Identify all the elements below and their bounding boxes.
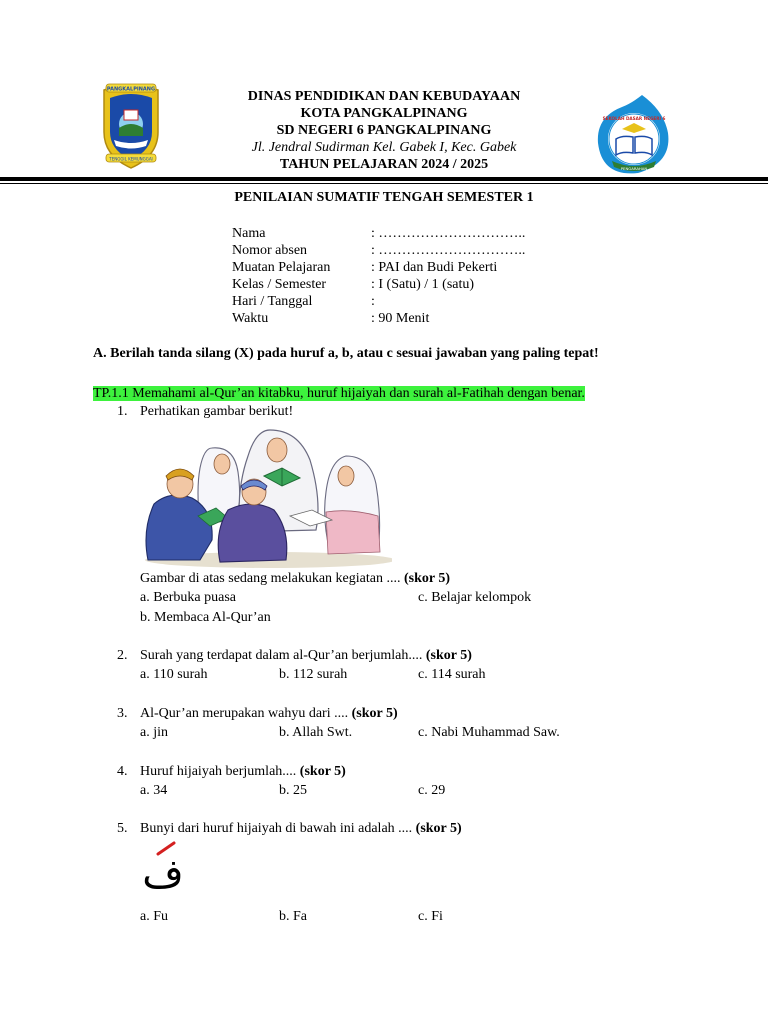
q1-option-c[interactable]: c. Belajar kelompok (418, 590, 532, 605)
q1-skor: (skor 5) (403, 571, 450, 586)
q3-number: 3. (117, 706, 128, 721)
header-rule-thick (0, 177, 768, 181)
info-label-kelas: Kelas / Semester (232, 277, 327, 292)
info-value-hari: : (371, 294, 375, 309)
q1-number: 1. (117, 404, 128, 419)
q1-option-b[interactable]: b. Membaca Al-Qur’an (140, 610, 271, 625)
q2-option-a[interactable]: a. 110 surah (140, 667, 208, 682)
info-label-nama: Nama (232, 226, 266, 241)
school-emblem-logo (592, 93, 678, 177)
q4-option-b[interactable]: b. 25 (279, 783, 307, 798)
q1-question-line (140, 571, 450, 587)
left-logo-top-text: PANGKALPINANG (106, 86, 156, 93)
header-agency: DINAS PENDIDIKAN DAN KEBUDAYAAN (247, 89, 521, 104)
info-value-muatan: : PAI dan Budi Pekerti (371, 260, 498, 275)
right-logo-banner-text: PENGARAHAN (620, 166, 648, 171)
q2-number: 2. (117, 648, 128, 663)
q5-question: Bunyi dari huruf hijaiyah di bawah ini adalah .... (140, 821, 416, 836)
pangkalpinang-emblem-logo (96, 80, 166, 172)
header-rule-thin (0, 183, 768, 184)
q3-option-c[interactable]: c. Nabi Muhammad Saw. (418, 725, 560, 740)
header-address: Jl. Jendral Sudirman Kel. Gabek I, Kec. Gabek (251, 140, 517, 155)
q4-skor: (skor 5) (299, 764, 346, 779)
info-value-nama: : ………………………….. (371, 226, 526, 241)
q1-option-a[interactable]: a. Berbuka puasa (140, 590, 237, 605)
q5-option-c[interactable]: c. Fi (418, 909, 443, 924)
exam-title: PENILAIAN SUMATIF TENGAH SEMESTER 1 (234, 190, 534, 205)
info-label-hari: Hari / Tanggal (232, 294, 313, 309)
q1-question: Gambar di atas sedang melakukan kegiatan .... (140, 571, 404, 586)
q3-option-b[interactable]: b. Allah Swt. (279, 725, 353, 740)
q4-option-c[interactable]: c. 29 (418, 783, 446, 798)
q3-question: Al-Qur’an merupakan wahyu dari .... (140, 706, 352, 721)
q2-question: Surah yang terdapat dalam al-Qur’an berjumlah.... (140, 648, 426, 663)
header-city: KOTA PANGKALPINANG (300, 106, 468, 121)
q3-skor: (skor 5) (351, 706, 398, 721)
q4-number: 4. (117, 764, 128, 779)
q3-question-line (140, 706, 398, 722)
q5-number: 5. (117, 821, 128, 836)
info-label-nomor-absen: Nomor absen (232, 243, 308, 258)
children-reading-quran-illustration (140, 420, 392, 570)
q4-question: Huruf hijaiyah berjumlah.... (140, 764, 300, 779)
q5-option-a[interactable]: a. Fu (140, 909, 168, 924)
learning-objective: TP.1.1 Memahami al-Qur’an kitabku, huruf hijaiyah dan surah al-Fatihah dengan benar. (93, 386, 585, 401)
q4-option-a[interactable]: a. 34 (140, 783, 168, 798)
q2-question-line (140, 648, 472, 664)
header-school: SD NEGERI 6 PANGKALPINANG (276, 123, 492, 138)
q5-skor: (skor 5) (415, 821, 462, 836)
info-value-kelas: : I (Satu) / 1 (satu) (371, 277, 475, 292)
q5-option-b[interactable]: b. Fa (279, 909, 307, 924)
info-value-nomor-absen: : ………………………….. (371, 243, 526, 258)
q4-question-line (140, 764, 346, 780)
q2-option-c[interactable]: c. 114 surah (418, 667, 486, 682)
q3-option-a[interactable]: a. jin (140, 725, 168, 740)
left-logo-bottom-text: TENGGIL KEMUNGGAI (109, 156, 153, 162)
right-logo-ring-text: SEKOLAH DASAR NEGERI 6 (602, 116, 666, 121)
q5-question-line (140, 821, 462, 837)
info-label-muatan: Muatan Pelajaran (232, 260, 331, 275)
q2-skor: (skor 5) (425, 648, 472, 663)
section-a-instruction: A. Berilah tanda silang (X) pada huruf a, b, atau c sesuai jawaban yang paling tepat! (93, 346, 599, 361)
hijaiyah-letter: ف (142, 851, 184, 897)
header-year: TAHUN PELAJARAN 2024 / 2025 (279, 157, 489, 172)
q2-option-b[interactable]: b. 112 surah (279, 667, 348, 682)
info-value-waktu: : 90 Menit (371, 311, 430, 326)
q1-prompt: Perhatikan gambar berikut! (140, 404, 294, 419)
info-label-waktu: Waktu (232, 311, 269, 326)
